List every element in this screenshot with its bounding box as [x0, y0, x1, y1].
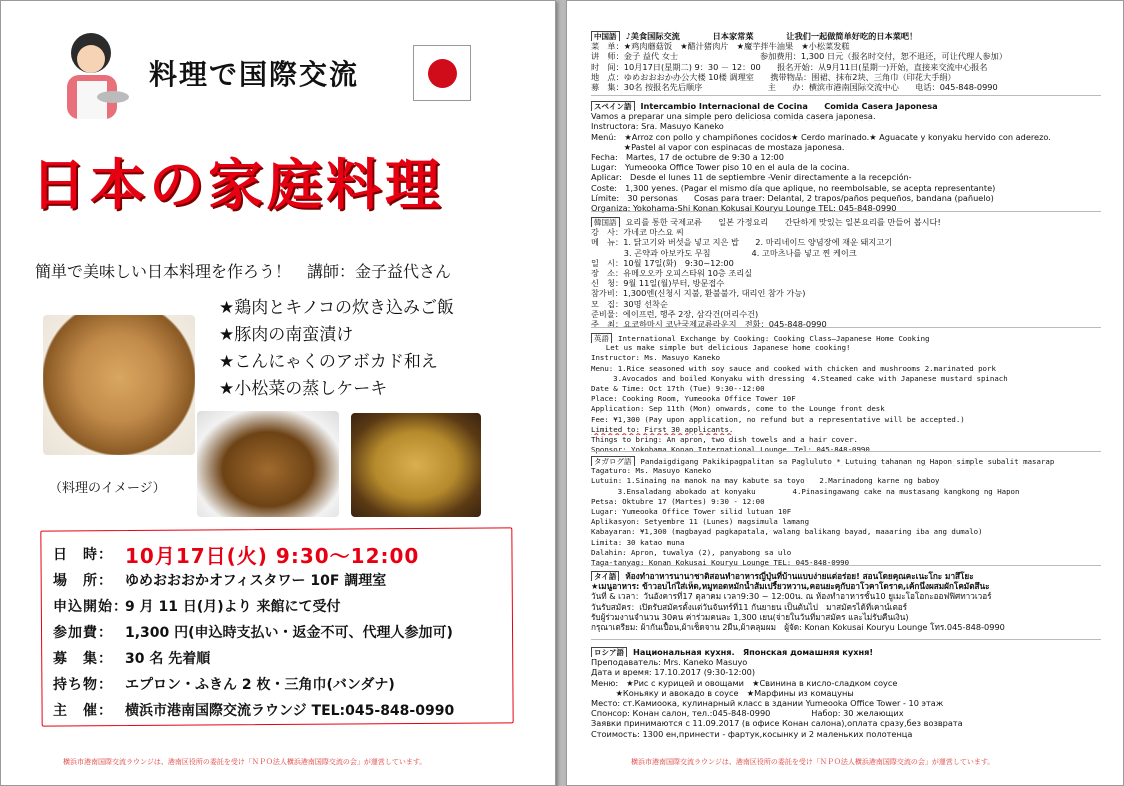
food-photo-rice — [43, 315, 195, 455]
menu-item: ★鶏肉とキノコの炊き込みご飯 — [219, 298, 455, 318]
subtitle: 簡単で美味しい日本料理を作ろう！ 講師：金子益代さん — [35, 262, 452, 281]
lang-tag-spanish: スペイン語 — [591, 101, 635, 111]
photo-caption: （料理のイメージ） — [49, 481, 166, 496]
lang-tag-thai: タイ語 — [591, 571, 619, 581]
section-korean: 韓国語 요리를 통한 국제교류 일본 가정요리 간단하게 맛있는 일본요리를 만들어 봅시다! 강 사：가네코 마스요 씨 메 뉴：1. 닭고기와 버섯을 넣고 지은 밥 2. 마리네이드 양념장에 재운 돼지고기 3. 곤약과 아보카도 무침 4. 고마츠나를 넣고 찐 케이크 일 시：10월 17일(화) 9:30~12:00 장 소：유메오오카 오피스타워 10층 조리실 신 청：9월 11일(월)부터, 방문접수 참가비：1,300엔(신청시 지불, 환불불가, 대리인 참가 가능) 모 집：30명 선착순 준비물：에이프런, 행주 2장, 삼각건(머리수건) 주 최：요코하마시 코난국제교류라운지 전화：045-848-0990 — [591, 217, 941, 329]
info-row-capacity: 募 集： 30 名 先着順 — [53, 651, 211, 667]
section-chinese: 中国語 ♪美食国际交流 日本家常菜 让我们一起做简单好吃的日本菜吧！ 菜 单：★鸡肉蘑菇饭 ★醋汁猪肉片 ★魔芋拌牛油果 ★小松菜发糕 讲 师：金子 益代 女士 参加费用：1,300 日元（报名时交付，恕不退还，可让代理人参加） 时 间：10月17日(星期二) 9：30 － 12：00 报名开始：从9月11日(星期一)开始，直接来交流中心报名 地 点：ゆめおおおか办公大楼 10楼 调理室 携带物品：围裙、抹布2块、三角巾（印花大手绢） 募 集：30名 按报名先后顺序 主 办：横滨市港南国际交流中心 电话：045-848-0990 — [591, 31, 1008, 92]
chef-illustration — [53, 27, 131, 127]
info-row-place: 場 所： ゆめおおおかオフィスタワー 10F 調理室 — [53, 573, 387, 589]
info-row-organizer: 主 催： 横浜市港南国際交流ラウンジ TEL:045-848-0990 — [53, 703, 455, 719]
main-title: 日本の家庭料理 — [31, 153, 445, 217]
food-photo-cake — [351, 413, 481, 517]
event-info — [53, 541, 454, 723]
info-row-date: 日 時： 10月17日(火) 9:30～12:00 — [53, 543, 420, 568]
info-row-fee: 参加費： 1,300 円(申込時支払い・返金不可、代理人参加可) — [53, 625, 453, 641]
divider — [591, 639, 1101, 640]
page1-footer: 横浜市港南国際交流ラウンジは、港南区役所の委託を受け「ＮＰＯ法人横浜港南国際交流の会」が運営しています。 — [63, 758, 427, 766]
divider — [591, 565, 1101, 566]
section-spanish: スペイン語 Intercambio Internacional de Cocina Comida Casera Japonesa Vamos a preparar una simple pero deliciosa comida casera japonesa. Instructora: Sra. Masuyo Kaneko Menú: ★Arroz con pollo y champiñones cocidos★ Cerdo marinado.★ Aguacate y konyaku hervido con aderezo. ★Pastel al vapor con espinacas de mostaza japonesa. Fecha: Martes, 17 de octubre de 9:30 a 12:00 Lugar: Yumeooka Office Tower piso 10 en el aula de la cocina. Aplicar: Desde el lunes 11 de septiembre -Venir directamente a la recepción- Coste: 1,300 yenes. (Pagar el mismo día que aplique, no reembolsable, se acepta representante) Límite: 30 personas Cosas para traer: Delantal, 2 trapos/paños pequeños, bandana (pañuelo) Organiza: Yokohama-Shi Konan Kokusai Kouryu Lounge TEL: 045-848-0990 — [591, 101, 1051, 213]
lang-tag-chinese: 中国語 — [591, 31, 620, 41]
japan-flag-icon — [413, 45, 471, 101]
menu-item: ★豚肉の南蛮漬け — [219, 325, 354, 345]
lang-tag-korean: 韓国語 — [591, 217, 620, 227]
divider — [591, 327, 1101, 328]
lang-tag-russian: ロシア語 — [591, 647, 627, 657]
menu-item: ★小松菜の蒸しケーキ — [219, 379, 388, 399]
divider — [591, 211, 1101, 212]
section-thai: タイ語 ห้องทำอาหารนานาชาติสอนทำอาหารญี่ปุ่นที่บ้านแบบง่ายแต่อร่อย! สอนโดยคุณคะเนะโกะ มาสึโยะ ★เมนูอาหาร: ข้าวอบไก่ใส่เห็ด,หมูทอดหมักน้ำส้มเปรี้ยวหวาน,คอนยะคุกับอาโวคาโดราด,เค้กนึ่งผสมผักโคมัตสึนะ วันที่ & เวลา：วันอังคารที่17 ตุลาคม เวลา9:30 ~ 12:00น. ณ ห้องทำอาหารชั้น10 ยูเมะโอโอกะออฟฟิศทาวเวอร์ วันรับสมัคร：เปิดรับสมัครตั้งแต่วันจันทร์ที่11 กันยายน เป็นต้นไป มาสมัครได้ที่เคาน์เตอร์ รับผู้ร่วมงานจำนวน 30คน ค่าร่วมคนละ 1,300 เยน(จ่ายในวันที่มาสมัคร และไม่รับคืนเงิน) กรุณาเตรียม: ผ้ากันเปื้อน,ผ้าเช็ดจาน 2ผืน,ผ้าคลุมผม ผู้จัด: Konan Kokusai Kouryu Lounge โทร.045-848-0990 — [591, 571, 1005, 632]
food-photo-pork — [197, 411, 339, 517]
section-russian: ロシア語 Национальная кухня. Японская домашняя кухня! Преподаватель: Mrs. Kaneko Masuyo Дата и время: 17.10.2017 (9:30-12:00) Меню: ★Рис с курицей и овощами ★Свинина в кисло-сладком соусе ★Коньяку и авокадо в соусе ★Марфины из комацуны Место: ст.Камиоока, кулинарный класс в здании Yumeooka Office Tower - 10 этаж Спонсор: Конан салон, тел.:045-848-0990 Набор: 30 желающих Заявки принимаются с 11.09.2017 (в офисе Конан салона),оплата сразу,без возврата Стоимость: 1300 ен,принести - фартук,косынку и 2 маленьких полотенца — [591, 647, 963, 739]
divider — [591, 95, 1101, 96]
menu-item: ★こんにゃくのアボカド和え — [219, 352, 438, 372]
flyer-page-multilingual — [566, 0, 1124, 786]
header-title: 料理で国際交流 — [149, 58, 360, 91]
section-tagalog: タガログ語 Pandaigdigang Pakikipagpalitan sa Pagluluto * Lutuing tahanan ng Hapon simple subalit masarap Tagaturo: Ms. Masuyo Kaneko Lutuin: 1.Sinaing na manok na may kabute sa toyo 2.Marinadong karne ng baboy 3.Ensaladang abokado at konyaku 4.Pinasingawang cake na mustasang kangkong ng Hapon Petsa: Oktubre 17 (Martes) 9:30 - 12:00 Lugar: Yumeooka Office Tower silid lutuan 10F Aplikasyon: Setyembre 11 (Lunes) magsimula lamang Kabayaran: ¥1,300 (magbayad pagkapatala, walang balikang bayad, maaaring iba ang dumalo) Limita: 30 katao muna Dalahin: Apron, tuwalya (2), panyabong sa ulo Taga-tanyag: Konan Kokusai Kouryu Lounge TEL: 045-848-0990 — [591, 457, 1055, 567]
menu-list — [219, 295, 454, 403]
flyer-page-japanese — [0, 0, 556, 786]
section-english: 英語 International Exchange by Cooking: Cooking Class—Japanese Home Cooking Let us make simple but delicious Japanese home cooking! Instructor: Ms. Masuyo Kaneko Menu: 1.Rice seasoned with soy sauce and cooked with chicken and mushrooms 2.marinated pork 3.Avocados and boiled Konyaku with dressing 4.Steamed cake with Japanese mustard spinach Date & Time: Oct 17th (Tue) 9:30--12:00 Place: Cooking Room, Yumeooka Office Tower 10F Application: Sep 11th (Mon) onwards, come to the Lounge front desk Fee: ¥1,300 (Pay upon application, no refund but a representative will be accepted.) Limited to: First 30 applicants. Things to bring: An apron, two dish towels and a hair cover. Sponsor: Yokohama Konan International Lounge Tel: 045-848-0990 — [591, 334, 1008, 455]
info-row-application: 申込開始： 9 月 11 日(月)より 来館にて受付 — [53, 599, 341, 615]
lang-tag-tagalog: タガログ語 — [591, 456, 635, 466]
page2-footer: 横浜市港南国際交流ラウンジは、港南区役所の委託を受け「ＮＰＯ法人横浜港南国際交流の会」が運営しています。 — [631, 758, 995, 766]
info-row-bring: 持ち物： エプロン・ふきん 2 枚・三角巾(バンダナ) — [53, 677, 395, 693]
lang-tag-english: 英語 — [591, 333, 612, 343]
divider — [591, 451, 1101, 452]
